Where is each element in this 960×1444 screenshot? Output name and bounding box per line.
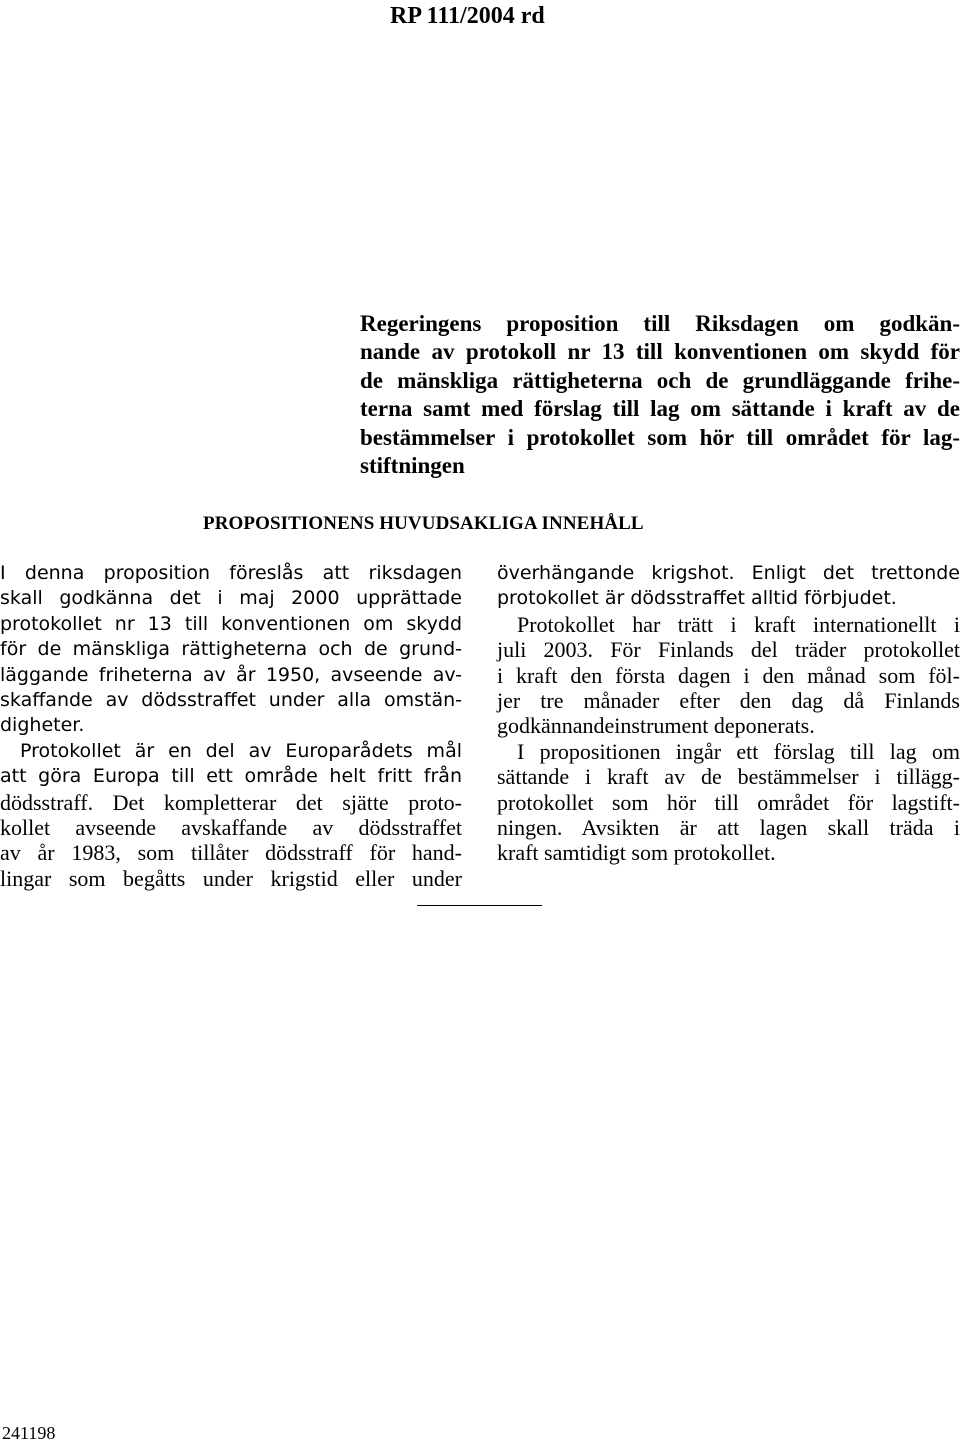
body-line: av år 1983, som tillåter dödsstraff för hand- (0, 840, 462, 866)
body-line: godkännandeinstrument deponerats. (497, 713, 815, 739)
body-line: skaffande av dödsstraffet under alla omstän- (0, 688, 462, 711)
body-line: överhängande krigshot. Enligt det trettonde (497, 562, 960, 584)
document-id: RP 111/2004 rd (390, 3, 545, 29)
proposition-title (360, 310, 960, 480)
body-line: protokollet är dödsstraffet alltid förbjudet. (497, 587, 897, 610)
body-line: i kraft den första dagen i den månad som föl- (497, 662, 960, 688)
title-line: bestämmelser i protokollet som hör till området för lag- (360, 424, 960, 450)
body-line: I propositionen ingår ett förslag till lag om (517, 738, 960, 764)
title-line: Regeringens proposition till Riksdagen om godkän- (360, 311, 960, 336)
section-heading: PROPOSITIONENS HUVUDSAKLIGA INNEHÅLL (203, 513, 644, 534)
body-line: ningen. Avsikten är att lagen skall träda i (497, 814, 960, 840)
body-line: dödsstraff. Det kompletterar det sjätte proto- (0, 789, 462, 815)
footer-code: 241198 (2, 1423, 56, 1443)
body-line: för de mänskliga rättigheterna och de grund- (0, 638, 462, 661)
body-line: lingar som begåtts under krigstid eller under (0, 865, 462, 891)
title-line: de mänskliga rättigheterna och de grundläggande frihe- (360, 367, 960, 393)
body-line: att göra Europa till ett område helt fritt från (0, 765, 462, 788)
body-line: Protokollet är en del av Europarådets mål (20, 739, 462, 762)
body-line: skall godkänna det i maj 2000 upprättade (0, 587, 462, 610)
body-line: juli 2003. För Finlands del träder protokollet (497, 637, 960, 663)
body-line: jer tre månader efter den dag då Finlands (497, 687, 960, 713)
title-line: stiftningen (360, 453, 465, 479)
body-line: protokollet nr 13 till konventionen om skydd (0, 612, 462, 635)
body-line: I denna proposition föreslås att riksdagen (0, 562, 462, 584)
end-rule (417, 905, 542, 906)
right-column (497, 561, 960, 866)
body-line: kollet avseende avskaffande av dödsstraffet (0, 814, 462, 840)
body-line: protokollet som hör till området för lagstift- (497, 789, 960, 815)
body-line: Protokollet har trätt i kraft internationellt i (517, 611, 960, 637)
body-line: digheter. (0, 714, 85, 737)
body-line: sättande i kraft av de bestämmelser i tillägg- (497, 764, 960, 790)
title-line: nande av protokoll nr 13 till konventionen om skydd för (360, 339, 960, 365)
body-line: läggande friheterna av år 1950, avseende av- (0, 663, 462, 686)
title-line: terna samt med förslag till lag om sättande i kraft av de (360, 396, 960, 422)
body-line: kraft samtidigt som protokollet. (497, 840, 776, 866)
left-column (0, 561, 462, 891)
